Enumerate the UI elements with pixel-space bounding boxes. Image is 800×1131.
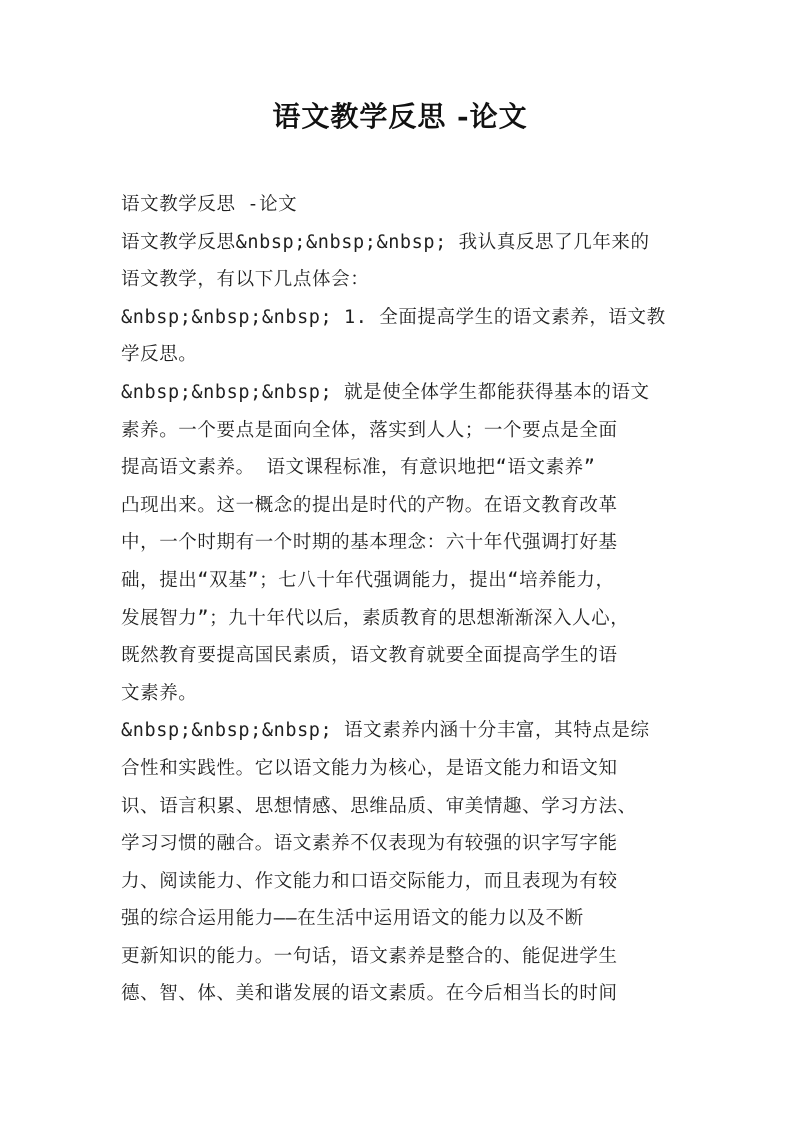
body-line: 学习习惯的融合。语文素养不仅表现为有较强的识字写字能 — [121, 833, 618, 855]
body-line: &nbsp;&nbsp;&nbsp; 1. 全面提高学生的语文素养，语文教 — [121, 306, 666, 328]
body-line: 强的综合运用能力——在生活中运用语文的能力以及不断 — [121, 908, 584, 930]
body-line: 学反思。 — [121, 344, 198, 366]
document-title: 语文教学反思 -论文 — [272, 100, 528, 133]
body-line: 础，提出“双基”；七八十年代强调能力，提出“培养能力， — [121, 569, 615, 591]
body-line: &nbsp;&nbsp;&nbsp; 语文素养内涵十分丰富，其特点是综 — [121, 720, 650, 742]
body-line: 更新知识的能力。一句话，语文素养是整合的、能促进学生 — [121, 945, 618, 967]
body-line: 提高语文素养。 语文课程标准，有意识地把“语文素养” — [121, 457, 596, 479]
body-line: 文素养。 — [121, 682, 198, 704]
body-line: 力、阅读能力、作文能力和口语交际能力，而且表现为有较 — [121, 870, 618, 892]
body-line: &nbsp;&nbsp;&nbsp; 就是使全体学生都能获得基本的语文 — [121, 381, 650, 403]
body-line: 语文教学，有以下几点体会： — [121, 269, 370, 291]
body-line: 凸现出来。这一概念的提出是时代的产物。在语文教育改革 — [121, 494, 618, 516]
body-line: 既然教育要提高国民素质，语文教育就要全面提高学生的语 — [121, 645, 618, 667]
body-line: 合性和实践性。它以语文能力为核心，是语文能力和语文知 — [121, 757, 618, 779]
document-body — [121, 186, 687, 1013]
body-line: 素养。一个要点是面向全体，落实到人人；一个要点是全面 — [121, 419, 618, 441]
body-line: 发展智力”；九十年代以后，素质教育的思想渐渐深入人心， — [121, 607, 630, 629]
body-line: 德、智、体、美和谐发展的语文素质。在今后相当长的时间 — [121, 983, 618, 1005]
body-line: 语文教学反思&nbsp;&nbsp;&nbsp; 我认真反思了几年来的 — [121, 231, 650, 253]
body-line: 中，一个时期有一个时期的基本理念：六十年代强调打好基 — [121, 532, 618, 554]
body-line: 识、语言积累、思想情感、思维品质、审美情趣、学习方法、 — [121, 795, 637, 817]
body-line: 语文教学反思 -论文 — [121, 194, 298, 215]
